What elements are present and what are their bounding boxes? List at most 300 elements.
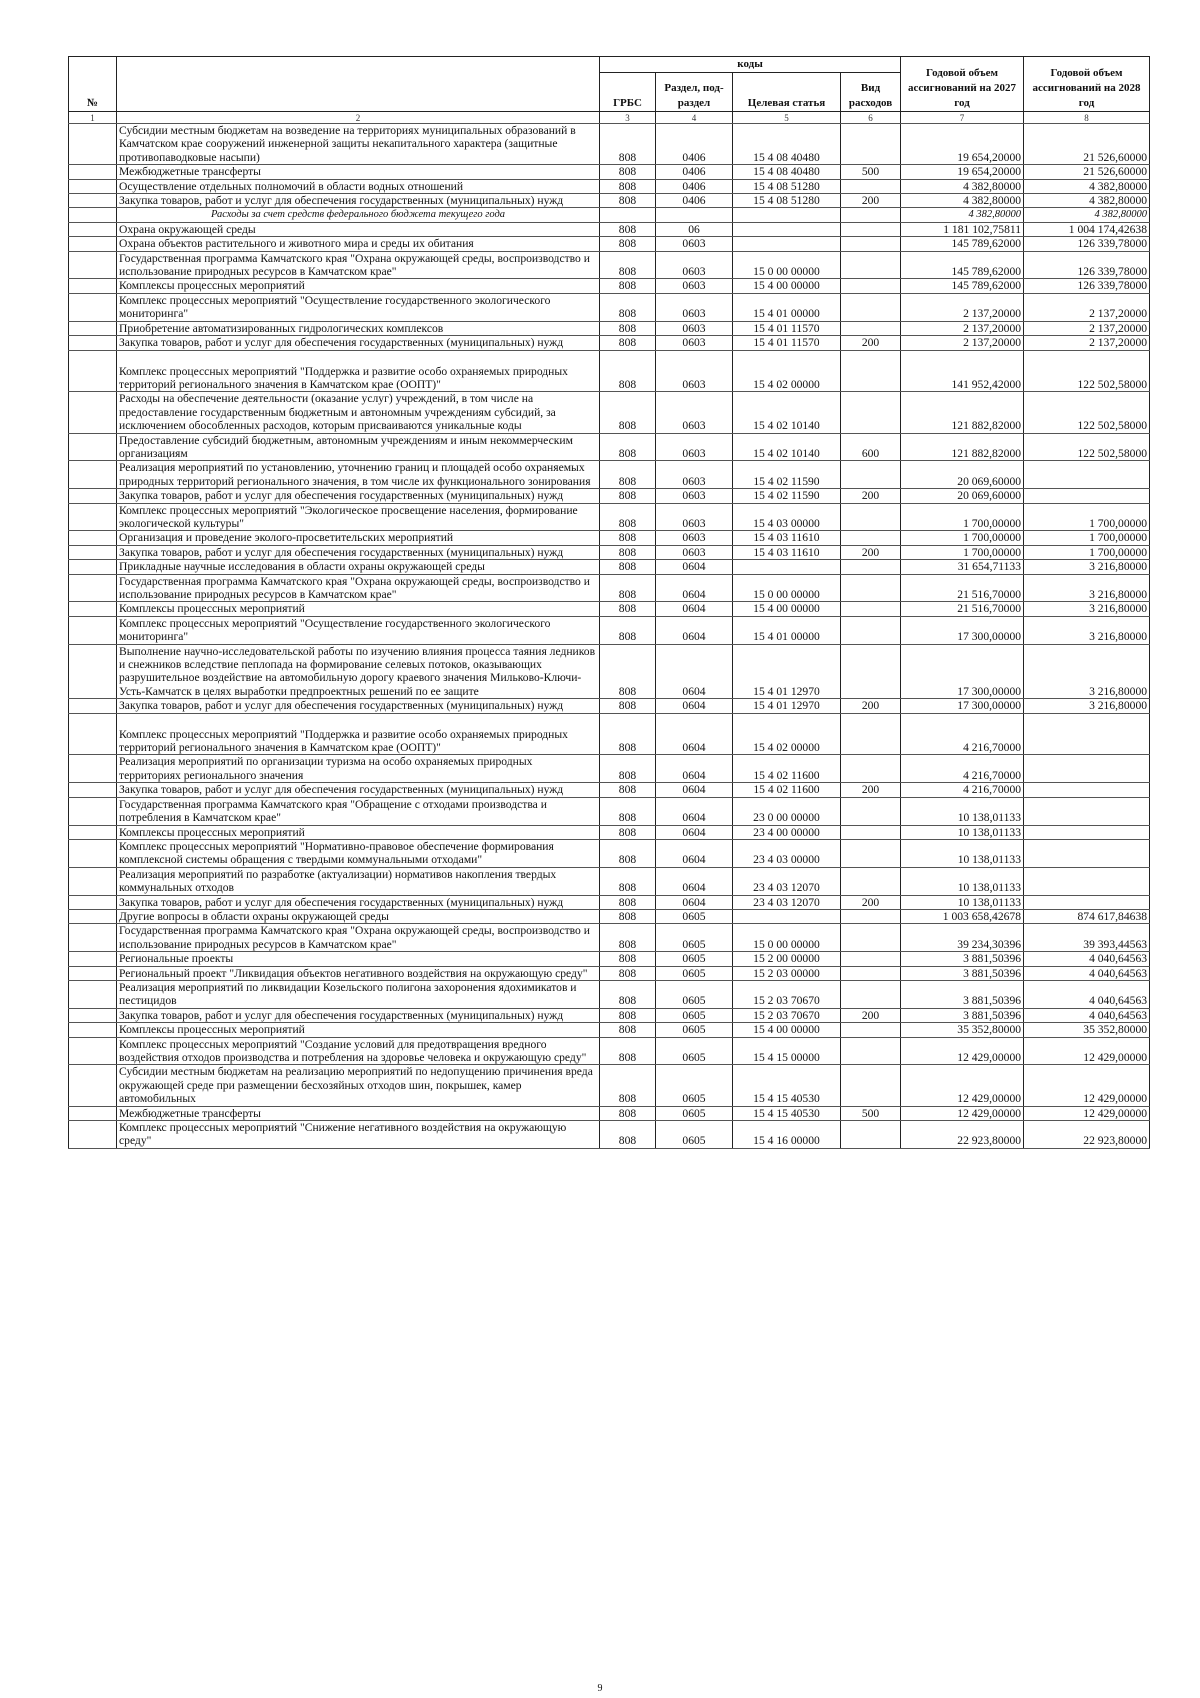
table-row: [69, 165, 1150, 179]
row-number-cell: [69, 293, 117, 321]
row-razdel-cell: 0603: [656, 350, 733, 392]
row-expense-type-cell: [841, 952, 901, 966]
row-expense-type-cell: [841, 279, 901, 293]
column-number: 3: [600, 112, 656, 124]
row-grbs-cell: 808: [600, 503, 656, 531]
row-expense-type-cell: [841, 644, 901, 699]
budget-table: [68, 56, 1150, 1149]
row-grbs-cell: 808: [600, 699, 656, 713]
row-volume-2027-cell: 35 352,80000: [901, 1023, 1024, 1037]
row-number-cell: [69, 222, 117, 236]
row-name-cell: Комплекс процессных мероприятий "Поддержка и развитие особо охраняемых природных территорий регионального значения в Камчатском крае (ООПТ)": [117, 350, 600, 392]
row-target-article-cell: [733, 237, 841, 251]
row-volume-2027-cell: 1 700,00000: [901, 545, 1024, 559]
row-target-article-cell: 23 4 03 12070: [733, 867, 841, 895]
row-volume-2028-cell: 22 923,80000: [1024, 1121, 1150, 1149]
row-number-cell: [69, 124, 117, 165]
row-volume-2028-cell: 4 040,64563: [1024, 980, 1150, 1008]
row-expense-type-cell: [841, 839, 901, 867]
row-name-cell: Организация и проведение эколого-просветительских мероприятий: [117, 531, 600, 545]
table-row: [69, 867, 1150, 895]
row-grbs-cell: 808: [600, 545, 656, 559]
row-volume-2027-cell: 10 138,01133: [901, 895, 1024, 909]
row-target-article-cell: 15 4 01 00000: [733, 616, 841, 644]
table-row: [69, 350, 1150, 392]
header-num: №: [69, 57, 117, 112]
row-volume-2028-cell: 12 429,00000: [1024, 1037, 1150, 1065]
row-target-article-cell: 15 2 03 70670: [733, 980, 841, 1008]
row-number-cell: [69, 895, 117, 909]
row-volume-2028-cell: 3 216,80000: [1024, 644, 1150, 699]
row-number-cell: [69, 574, 117, 602]
row-volume-2028-cell: [1024, 461, 1150, 489]
row-name-cell: Закупка товаров, работ и услуг для обеспечения государственных (муниципальных) нужд: [117, 194, 600, 208]
header-volume-2027: Годовой объем ассигнований на 2027 год: [901, 57, 1024, 112]
row-number-cell: [69, 966, 117, 980]
row-expense-type-cell: [841, 755, 901, 783]
column-number: 1: [69, 112, 117, 124]
row-target-article-cell: 23 0 00 00000: [733, 797, 841, 825]
row-number-cell: [69, 755, 117, 783]
table-row: [69, 279, 1150, 293]
row-volume-2027-cell: 1 003 658,42678: [901, 909, 1024, 923]
row-expense-type-cell: 200: [841, 699, 901, 713]
row-number-cell: [69, 952, 117, 966]
row-grbs-cell: 808: [600, 489, 656, 503]
row-number-cell: [69, 924, 117, 952]
column-number: 8: [1024, 112, 1150, 124]
table-row: [69, 825, 1150, 839]
row-expense-type-cell: [841, 867, 901, 895]
table-row: [69, 179, 1150, 193]
row-razdel-cell: 0604: [656, 560, 733, 574]
row-volume-2027-cell: 3 881,50396: [901, 952, 1024, 966]
row-target-article-cell: 15 4 02 11590: [733, 461, 841, 489]
row-number-cell: [69, 616, 117, 644]
row-number-cell: [69, 545, 117, 559]
row-name-cell: Комплекс процессных мероприятий "Экологическое просвещение населения, формирование экологической культуры": [117, 503, 600, 531]
row-volume-2027-cell: 17 300,00000: [901, 616, 1024, 644]
table-row: [69, 895, 1150, 909]
row-target-article-cell: 23 4 00 00000: [733, 825, 841, 839]
column-number: 4: [656, 112, 733, 124]
table-row: [69, 392, 1150, 433]
table-row: [69, 194, 1150, 208]
row-volume-2027-cell: 1 700,00000: [901, 531, 1024, 545]
row-volume-2027-cell: 12 429,00000: [901, 1037, 1024, 1065]
row-grbs-cell: 808: [600, 321, 656, 335]
row-volume-2027-cell: 22 923,80000: [901, 1121, 1024, 1149]
row-grbs-cell: 808: [600, 574, 656, 602]
row-volume-2028-cell: 12 429,00000: [1024, 1065, 1150, 1106]
row-grbs-cell: 808: [600, 1023, 656, 1037]
row-target-article-cell: 15 2 03 70670: [733, 1008, 841, 1022]
row-name-cell: Региональный проект "Ликвидация объектов негативного воздействия на окружающую среду": [117, 966, 600, 980]
row-razdel-cell: 0604: [656, 797, 733, 825]
header-name: [117, 57, 600, 112]
row-razdel-cell: 0603: [656, 336, 733, 350]
row-name-cell: Комплекс процессных мероприятий "Создание условий для предотвращения вредного воздействия отходов производства и потребления на здоровье человека и окружающую среду": [117, 1037, 600, 1065]
row-number-cell: [69, 461, 117, 489]
row-razdel-cell: 0603: [656, 293, 733, 321]
row-target-article-cell: 15 4 02 10140: [733, 392, 841, 433]
row-razdel-cell: 0604: [656, 616, 733, 644]
row-name-cell: Охрана окружающей среды: [117, 222, 600, 236]
row-volume-2027-cell: 1 700,00000: [901, 503, 1024, 531]
row-grbs-cell: 808: [600, 1008, 656, 1022]
row-razdel-cell: 0603: [656, 545, 733, 559]
row-number-cell: [69, 531, 117, 545]
row-name-cell: Закупка товаров, работ и услуг для обеспечения государственных (муниципальных) нужд: [117, 895, 600, 909]
row-expense-type-cell: 500: [841, 165, 901, 179]
row-grbs-cell: 808: [600, 713, 656, 755]
row-grbs-cell: 808: [600, 1106, 656, 1120]
row-volume-2028-cell: 2 137,20000: [1024, 321, 1150, 335]
table-row: [69, 644, 1150, 699]
row-volume-2028-cell: 126 339,78000: [1024, 237, 1150, 251]
table-row: [69, 839, 1150, 867]
row-expense-type-cell: [841, 797, 901, 825]
header-target-article: Целевая статья: [733, 73, 841, 112]
row-volume-2027-cell: 4 216,70000: [901, 783, 1024, 797]
row-razdel-cell: 0603: [656, 461, 733, 489]
row-volume-2028-cell: 4 040,64563: [1024, 966, 1150, 980]
row-volume-2027-cell: 2 137,20000: [901, 293, 1024, 321]
row-volume-2027-cell: 21 516,70000: [901, 602, 1024, 616]
row-expense-type-cell: [841, 713, 901, 755]
row-razdel-cell: 0605: [656, 952, 733, 966]
row-volume-2028-cell: 21 526,60000: [1024, 124, 1150, 165]
table-row: [69, 560, 1150, 574]
row-grbs-cell: 808: [600, 179, 656, 193]
row-razdel-cell: 0603: [656, 531, 733, 545]
row-number-cell: [69, 208, 117, 222]
row-name-cell: Закупка товаров, работ и услуг для обеспечения государственных (муниципальных) нужд: [117, 699, 600, 713]
row-volume-2028-cell: 1 700,00000: [1024, 545, 1150, 559]
table-row: [69, 755, 1150, 783]
row-name-cell: Государственная программа Камчатского края "Охрана окружающей среды, воспроизводство и использование природных ресурсов в Камчатском крае": [117, 574, 600, 602]
row-grbs-cell: 808: [600, 966, 656, 980]
row-expense-type-cell: 200: [841, 194, 901, 208]
row-grbs-cell: 808: [600, 461, 656, 489]
row-grbs-cell: 808: [600, 293, 656, 321]
row-razdel-cell: 0603: [656, 279, 733, 293]
row-target-article-cell: 15 2 00 00000: [733, 952, 841, 966]
row-grbs-cell: 808: [600, 124, 656, 165]
row-target-article-cell: 15 4 02 11590: [733, 489, 841, 503]
row-number-cell: [69, 825, 117, 839]
row-target-article-cell: 15 4 08 51280: [733, 194, 841, 208]
row-name-cell: Комплексы процессных мероприятий: [117, 1023, 600, 1037]
row-volume-2028-cell: 3 216,80000: [1024, 602, 1150, 616]
row-grbs-cell: 808: [600, 644, 656, 699]
row-number-cell: [69, 237, 117, 251]
row-number-cell: [69, 867, 117, 895]
row-name-cell: Региональные проекты: [117, 952, 600, 966]
row-number-cell: [69, 1023, 117, 1037]
row-grbs-cell: 808: [600, 279, 656, 293]
row-expense-type-cell: [841, 179, 901, 193]
row-volume-2028-cell: 3 216,80000: [1024, 699, 1150, 713]
row-expense-type-cell: [841, 461, 901, 489]
table-row: [69, 545, 1150, 559]
row-target-article-cell: [733, 222, 841, 236]
row-name-cell: Комплекс процессных мероприятий "Осуществление государственного экологического мониторинга": [117, 293, 600, 321]
row-razdel-cell: 0603: [656, 237, 733, 251]
table-row: [69, 461, 1150, 489]
row-razdel-cell: 0605: [656, 1023, 733, 1037]
row-expense-type-cell: [841, 560, 901, 574]
row-expense-type-cell: 200: [841, 336, 901, 350]
row-volume-2028-cell: [1024, 895, 1150, 909]
row-volume-2028-cell: 874 617,84638: [1024, 909, 1150, 923]
row-number-cell: [69, 489, 117, 503]
row-expense-type-cell: [841, 924, 901, 952]
row-volume-2028-cell: 1 700,00000: [1024, 531, 1150, 545]
row-number-cell: [69, 797, 117, 825]
row-volume-2027-cell: 10 138,01133: [901, 867, 1024, 895]
row-grbs-cell: [600, 208, 656, 222]
row-grbs-cell: 808: [600, 1065, 656, 1106]
table-row: [69, 574, 1150, 602]
row-volume-2028-cell: 126 339,78000: [1024, 251, 1150, 279]
row-expense-type-cell: 200: [841, 1008, 901, 1022]
row-expense-type-cell: [841, 222, 901, 236]
row-razdel-cell: 0604: [656, 867, 733, 895]
row-number-cell: [69, 602, 117, 616]
row-volume-2028-cell: [1024, 783, 1150, 797]
row-volume-2027-cell: 10 138,01133: [901, 825, 1024, 839]
row-volume-2027-cell: 4 216,70000: [901, 755, 1024, 783]
row-name-cell: Осуществление отдельных полномочий в области водных отношений: [117, 179, 600, 193]
table-row: [69, 489, 1150, 503]
table-row: [69, 616, 1150, 644]
row-grbs-cell: 808: [600, 1037, 656, 1065]
row-expense-type-cell: [841, 293, 901, 321]
row-expense-type-cell: 200: [841, 489, 901, 503]
row-volume-2028-cell: 126 339,78000: [1024, 279, 1150, 293]
row-volume-2027-cell: 10 138,01133: [901, 797, 1024, 825]
row-expense-type-cell: [841, 1037, 901, 1065]
row-target-article-cell: 15 0 00 00000: [733, 574, 841, 602]
row-volume-2027-cell: 141 952,42000: [901, 350, 1024, 392]
table-row: [69, 699, 1150, 713]
row-number-cell: [69, 179, 117, 193]
row-target-article-cell: 15 2 03 00000: [733, 966, 841, 980]
row-grbs-cell: 808: [600, 952, 656, 966]
row-number-cell: [69, 1106, 117, 1120]
row-grbs-cell: 808: [600, 392, 656, 433]
row-volume-2027-cell: 3 881,50396: [901, 966, 1024, 980]
table-row: [69, 797, 1150, 825]
row-volume-2027-cell: 17 300,00000: [901, 644, 1024, 699]
row-target-article-cell: 15 4 02 00000: [733, 713, 841, 755]
row-target-article-cell: 15 4 02 10140: [733, 433, 841, 461]
row-name-cell: Охрана объектов растительного и животного мира и среды их обитания: [117, 237, 600, 251]
row-target-article-cell: 15 4 08 40480: [733, 165, 841, 179]
row-number-cell: [69, 336, 117, 350]
row-razdel-cell: 06: [656, 222, 733, 236]
row-name-cell: Комплекс процессных мероприятий "Нормативно-правовое обеспечение формирования комплексной системы обращения с твердыми коммунальными отходами": [117, 839, 600, 867]
row-expense-type-cell: [841, 237, 901, 251]
row-grbs-cell: 808: [600, 895, 656, 909]
row-expense-type-cell: [841, 1065, 901, 1106]
table-row: [69, 783, 1150, 797]
row-volume-2028-cell: [1024, 797, 1150, 825]
header-razdel: Раздел, под-раздел: [656, 73, 733, 112]
row-name-cell: Реализация мероприятий по ликвидации Козельского полигона захоронения ядохимикатов и пестицидов: [117, 980, 600, 1008]
row-volume-2028-cell: 3 216,80000: [1024, 560, 1150, 574]
row-razdel-cell: 0604: [656, 825, 733, 839]
row-target-article-cell: 15 0 00 00000: [733, 251, 841, 279]
row-volume-2028-cell: 39 393,44563: [1024, 924, 1150, 952]
row-grbs-cell: 808: [600, 867, 656, 895]
row-number-cell: [69, 1008, 117, 1022]
row-expense-type-cell: [841, 909, 901, 923]
row-target-article-cell: 15 4 15 00000: [733, 1037, 841, 1065]
row-grbs-cell: 808: [600, 251, 656, 279]
row-expense-type-cell: 200: [841, 783, 901, 797]
table-row: [69, 237, 1150, 251]
row-razdel-cell: 0603: [656, 433, 733, 461]
row-razdel-cell: [656, 208, 733, 222]
row-volume-2027-cell: 19 654,20000: [901, 124, 1024, 165]
row-name-cell: Реализация мероприятий по организации туризма на особо охраняемых природных территориях регионального значения: [117, 755, 600, 783]
row-name-cell: Государственная программа Камчатского края "Охрана окружающей среды, воспроизводство и использование природных ресурсов в Камчатском крае": [117, 924, 600, 952]
row-number-cell: [69, 980, 117, 1008]
column-number: 7: [901, 112, 1024, 124]
row-number-cell: [69, 503, 117, 531]
row-number-cell: [69, 713, 117, 755]
row-target-article-cell: 15 4 00 00000: [733, 1023, 841, 1037]
row-grbs-cell: 808: [600, 433, 656, 461]
row-name-cell: Закупка товаров, работ и услуг для обеспечения государственных (муниципальных) нужд: [117, 783, 600, 797]
row-grbs-cell: 808: [600, 980, 656, 1008]
row-name-cell: Закупка товаров, работ и услуг для обеспечения государственных (муниципальных) нужд: [117, 545, 600, 559]
table-row: [69, 293, 1150, 321]
row-razdel-cell: 0604: [656, 755, 733, 783]
row-razdel-cell: 0605: [656, 1106, 733, 1120]
table-body: [69, 124, 1150, 1149]
row-number-cell: [69, 433, 117, 461]
row-volume-2027-cell: 3 881,50396: [901, 1008, 1024, 1022]
row-grbs-cell: 808: [600, 839, 656, 867]
row-razdel-cell: 0603: [656, 392, 733, 433]
row-volume-2027-cell: 1 181 102,75811: [901, 222, 1024, 236]
row-expense-type-cell: [841, 966, 901, 980]
table-row: [69, 1106, 1150, 1120]
row-grbs-cell: 808: [600, 531, 656, 545]
row-razdel-cell: 0604: [656, 783, 733, 797]
row-expense-type-cell: [841, 1023, 901, 1037]
row-volume-2027-cell: 20 069,60000: [901, 489, 1024, 503]
row-volume-2027-cell: 4 216,70000: [901, 713, 1024, 755]
table-row: [69, 909, 1150, 923]
row-razdel-cell: 0604: [656, 713, 733, 755]
row-volume-2028-cell: [1024, 825, 1150, 839]
row-volume-2027-cell: 12 429,00000: [901, 1106, 1024, 1120]
table-row: [69, 124, 1150, 165]
row-grbs-cell: 808: [600, 336, 656, 350]
row-volume-2027-cell: 121 882,82000: [901, 433, 1024, 461]
row-razdel-cell: 0406: [656, 124, 733, 165]
row-expense-type-cell: [841, 124, 901, 165]
row-expense-type-cell: [841, 392, 901, 433]
row-volume-2027-cell: 121 882,82000: [901, 392, 1024, 433]
row-target-article-cell: 15 4 15 40530: [733, 1106, 841, 1120]
row-razdel-cell: 0605: [656, 1121, 733, 1149]
row-name-cell: Комплексы процессных мероприятий: [117, 825, 600, 839]
table-row: [69, 966, 1150, 980]
row-target-article-cell: 15 4 01 12970: [733, 699, 841, 713]
row-expense-type-cell: 200: [841, 895, 901, 909]
row-volume-2028-cell: [1024, 713, 1150, 755]
row-expense-type-cell: [841, 574, 901, 602]
row-number-cell: [69, 839, 117, 867]
row-name-cell: Выполнение научно-исследовательской работы по изучению влияния процесса таяния ледников и снежников вследствие пеплопада на формирование селевых потоков, оказывающих разрушительное воздействие на автомобильную дорогу краевого значения Мильково-Ключи-Усть-Камчатск в целях выработки предпроектных решений по ее защите: [117, 644, 600, 699]
row-grbs-cell: 808: [600, 194, 656, 208]
row-razdel-cell: 0605: [656, 1065, 733, 1106]
table-row: [69, 1121, 1150, 1149]
row-number-cell: [69, 699, 117, 713]
row-name-cell: Комплекс процессных мероприятий "Поддержка и развитие особо охраняемых природных территорий регионального значения в Камчатском крае (ООПТ)": [117, 713, 600, 755]
row-volume-2027-cell: 21 516,70000: [901, 574, 1024, 602]
row-grbs-cell: 808: [600, 222, 656, 236]
row-target-article-cell: 15 4 02 00000: [733, 350, 841, 392]
row-number-cell: [69, 1065, 117, 1106]
row-volume-2028-cell: 122 502,58000: [1024, 433, 1150, 461]
row-number-cell: [69, 350, 117, 392]
row-volume-2028-cell: 35 352,80000: [1024, 1023, 1150, 1037]
row-name-cell: Субсидии местным бюджетам на реализацию мероприятий по недопущению причинения вреда окружающей среде при размещении бесхозяйных отходов шин, покрышек, камер автомобильных: [117, 1065, 600, 1106]
row-volume-2027-cell: 10 138,01133: [901, 839, 1024, 867]
row-volume-2028-cell: 4 382,80000: [1024, 208, 1150, 222]
row-volume-2028-cell: 1 700,00000: [1024, 503, 1150, 531]
header-expense-type: Вид расходов: [841, 73, 901, 112]
row-volume-2027-cell: 20 069,60000: [901, 461, 1024, 489]
table-row: [69, 503, 1150, 531]
row-volume-2027-cell: 31 654,71133: [901, 560, 1024, 574]
row-number-cell: [69, 279, 117, 293]
row-razdel-cell: 0605: [656, 1037, 733, 1065]
row-volume-2028-cell: 2 137,20000: [1024, 293, 1150, 321]
row-volume-2027-cell: 145 789,62000: [901, 237, 1024, 251]
row-name-cell: Реализация мероприятий по установлению, уточнению границ и площадей особо охраняемых природных территорий регионального значения, в том числе их функционального зонирования: [117, 461, 600, 489]
row-grbs-cell: 808: [600, 924, 656, 952]
row-expense-type-cell: [841, 602, 901, 616]
row-target-article-cell: 15 4 03 11610: [733, 531, 841, 545]
row-volume-2027-cell: 4 382,80000: [901, 208, 1024, 222]
row-target-article-cell: 15 4 01 11570: [733, 336, 841, 350]
row-number-cell: [69, 165, 117, 179]
row-target-article-cell: 15 4 02 11600: [733, 755, 841, 783]
row-razdel-cell: 0604: [656, 839, 733, 867]
row-name-cell: Расходы за счет средств федерального бюджета текущего года: [117, 208, 600, 222]
row-volume-2028-cell: 21 526,60000: [1024, 165, 1150, 179]
row-volume-2028-cell: 1 004 174,42638: [1024, 222, 1150, 236]
row-volume-2028-cell: 4 040,64563: [1024, 1008, 1150, 1022]
row-target-article-cell: 15 4 00 00000: [733, 279, 841, 293]
row-volume-2028-cell: 122 502,58000: [1024, 392, 1150, 433]
row-name-cell: Межбюджетные трансферты: [117, 165, 600, 179]
row-volume-2027-cell: 4 382,80000: [901, 179, 1024, 193]
row-volume-2028-cell: 4 382,80000: [1024, 194, 1150, 208]
row-number-cell: [69, 560, 117, 574]
row-number-cell: [69, 644, 117, 699]
table-row: [69, 1023, 1150, 1037]
row-name-cell: Государственная программа Камчатского края "Охрана окружающей среды, воспроизводство и использование природных ресурсов в Камчатском крае": [117, 251, 600, 279]
row-razdel-cell: 0604: [656, 699, 733, 713]
